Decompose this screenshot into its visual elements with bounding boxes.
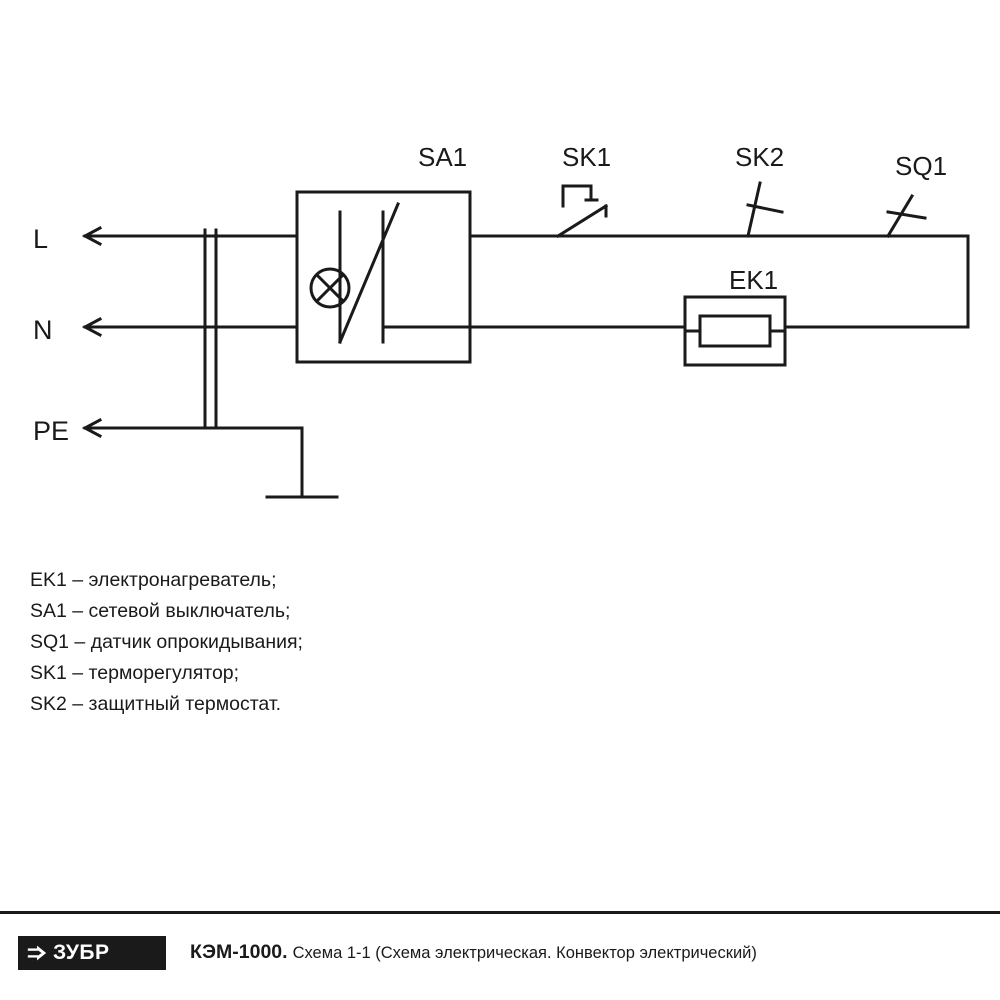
label-sq1: SQ1 xyxy=(895,151,948,181)
sq1-symbol xyxy=(885,196,968,236)
legend-item: SA1 – сетевой выключатель; xyxy=(30,600,291,622)
footer-bar xyxy=(0,911,1000,1000)
terminal-arrow-pe xyxy=(85,420,205,436)
sa1-contact-bar xyxy=(340,204,398,342)
legend-item: SQ1 – датчик опрокидывания; xyxy=(30,631,303,653)
model-name: КЭМ-1000. xyxy=(190,941,288,963)
label-sk2: SK2 xyxy=(735,142,785,172)
label-terminal-pe: PE xyxy=(33,416,70,446)
legend-item: EK1 – электронагреватель; xyxy=(30,569,277,591)
ek1-element xyxy=(700,316,770,346)
terminal-arrow-n xyxy=(85,319,205,335)
label-terminal-n: N xyxy=(33,315,53,345)
legend-item: SK1 – терморегулятор; xyxy=(30,662,240,684)
brand-logo xyxy=(18,936,166,970)
sk2-symbol xyxy=(745,183,790,236)
label-ek1: EK1 xyxy=(729,265,779,295)
terminal-arrow-l xyxy=(85,228,205,244)
legend-list xyxy=(30,565,730,720)
brand-name: ЗУБР xyxy=(53,941,110,964)
sk1-symbol xyxy=(555,186,613,236)
label-sa1: SA1 xyxy=(418,142,468,172)
footer-caption xyxy=(190,941,757,964)
label-sk1: SK1 xyxy=(562,142,612,172)
legend-item: SK2 – защитный термостат. xyxy=(30,693,282,715)
arrow-right-icon xyxy=(26,942,48,964)
caption-text: Схема 1-1 (Схема электрическая. Конвектор электрический) xyxy=(292,944,757,962)
label-terminal-l: L xyxy=(33,224,49,254)
